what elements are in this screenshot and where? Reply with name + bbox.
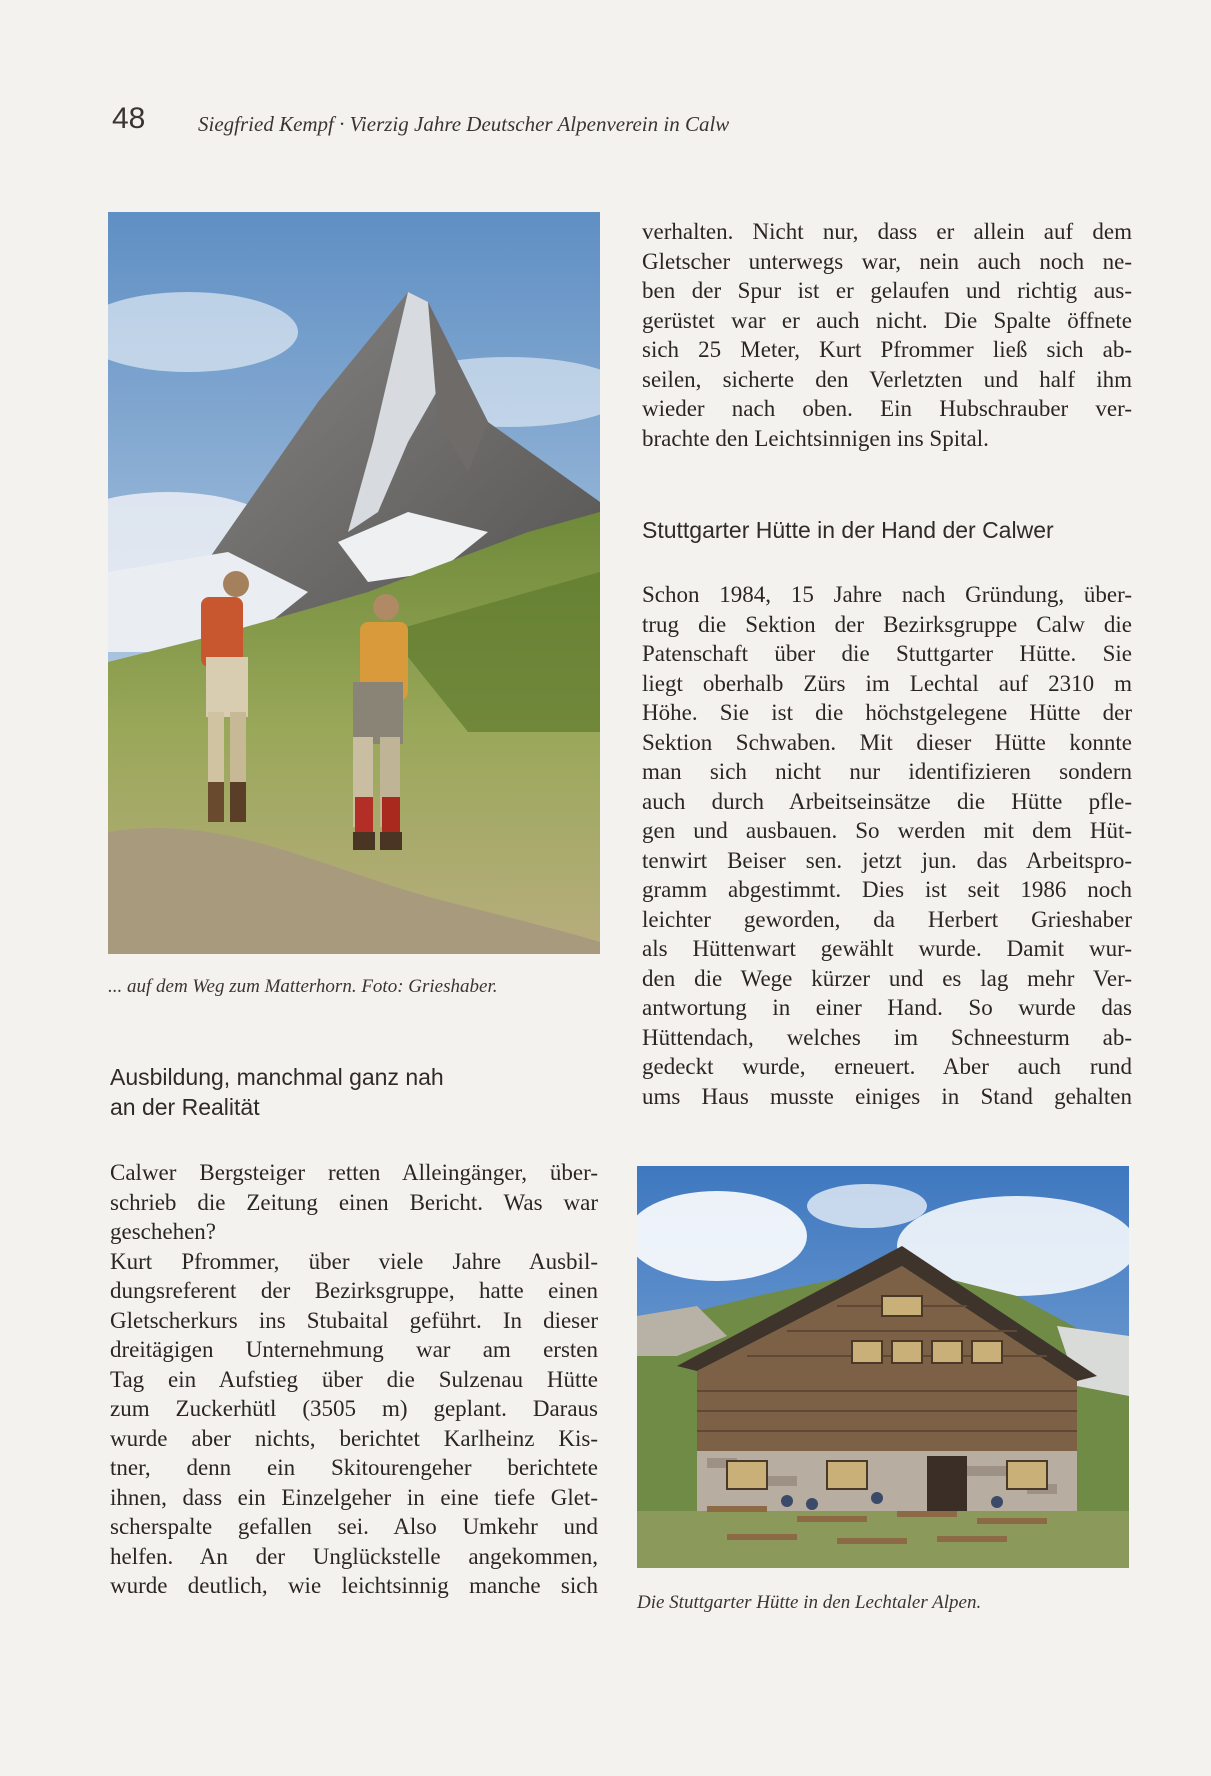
hut-caption: Die Stuttgarter Hütte in den Lechtaler Alpen.: [637, 1592, 982, 1613]
left-column-body: [110, 1158, 598, 1601]
text-line: gerüstet war er auch nicht. Die Spalte öffnete: [642, 307, 1132, 333]
text-line: Patenschaft über die Stuttgarter Hütte. Sie: [642, 641, 1132, 666]
text-line: man sich nicht nur identifizieren sondern: [642, 759, 1132, 784]
text-line: gramm abgestimmt. Dies ist seit 1986 noch: [642, 877, 1132, 902]
stuttgarter-huette-photo: [637, 1166, 1129, 1568]
section-heading-hut: Stuttgarter Hütte in der Hand der Calwer: [642, 517, 1054, 543]
paragraph: [110, 1158, 598, 1247]
text-line: Höhe. Sie ist die höchstgelegene Hütte der: [642, 700, 1132, 725]
text-line: scherspalte gefallen sei. Also Umkehr und: [110, 1514, 598, 1539]
text-line: Schon 1984, 15 Jahre nach Gründung, über-: [642, 582, 1132, 607]
text-line: wurde deutlich, wie leichtsinnig manche sich: [110, 1573, 598, 1598]
right-column-continuation: [642, 217, 1132, 453]
text-line: tenwirt Beiser sen. jetzt jun. das Arbeitspro-: [642, 847, 1132, 873]
text-line: trug die Sektion der Bezirksgruppe Calw die: [642, 611, 1132, 637]
text-line: zum Zuckerhütl (3505 m) geplant. Daraus: [110, 1396, 598, 1421]
text-line: Gletscherkurs ins Stubaital geführt. In dieser: [110, 1307, 598, 1333]
text-line: Hüttendach, welches im Schneesturm ab-: [642, 1024, 1132, 1050]
text-line: wieder nach oben. Ein Hubschrauber ver-: [642, 396, 1132, 421]
text-line: leichter geworden, da Herbert Grieshaber: [642, 906, 1132, 932]
text-line: antwortung in einer Hand. So wurde das: [642, 995, 1132, 1020]
paragraph: [110, 1247, 598, 1601]
heading-line: Ausbildung, manchmal ganz nah: [110, 1064, 444, 1090]
text-line: geschehen?: [110, 1219, 216, 1244]
text-line: wurde aber nichts, berichtet Karlheinz Kis-: [110, 1425, 598, 1451]
page-number: 48: [112, 102, 146, 135]
paragraph: [642, 217, 1132, 453]
text-line: ums Haus musste einiges in Stand gehalten: [642, 1083, 1132, 1109]
text-line: ihnen, dass ein Einzelgeher in eine tiefe Glet-: [110, 1484, 598, 1510]
text-line: dungsreferent der Bezirksgruppe, hatte einen: [110, 1278, 598, 1303]
text-line: schrieb die Zeitung einen Bericht. Was war: [110, 1189, 598, 1215]
text-line: liegt oberhalb Zürs im Lechtal auf 2310 m: [642, 670, 1132, 696]
matterhorn-caption: ... auf dem Weg zum Matterhorn. Foto: Grieshaber.: [108, 976, 498, 997]
text-line: gedeckt wurde, erneuert. Aber auch rund: [642, 1054, 1132, 1079]
text-line: Sektion Schwaben. Mit dieser Hütte konnte: [642, 729, 1132, 755]
running-head: Siegfried Kempf · Vierzig Jahre Deutscher Alpenverein in Calw: [198, 112, 730, 136]
text-line: auch durch Arbeitseinsätze die Hütte pfle-: [642, 788, 1132, 814]
text-line: Tag ein Aufstieg über die Sulzenau Hütte: [110, 1366, 598, 1392]
text-line: brachte den Leichtsinnigen ins Spital.: [642, 425, 989, 451]
text-line: Kurt Pfrommer, über viele Jahre Ausbil-: [110, 1248, 598, 1274]
matterhorn-photo: [108, 212, 600, 954]
text-line: seilen, sicherte den Verletzten und half ihm: [642, 366, 1132, 392]
text-line: den die Wege kürzer und es lag mehr Ver-: [642, 965, 1132, 991]
text-line: dreitägigen Unternehmung war am ersten: [110, 1337, 598, 1362]
text-line: verhalten. Nicht nur, dass er allein auf dem: [642, 219, 1132, 244]
text-line: ben der Spur ist er gelaufen und richtig aus-: [642, 278, 1132, 303]
text-line: sich 25 Meter, Kurt Pfrommer ließ sich ab-: [642, 337, 1132, 362]
text-line: Gletscher unterwegs war, nein auch noch ne-: [642, 248, 1132, 274]
right-column-body: [642, 580, 1132, 1111]
text-line: als Hüttenwart gewählt wurde. Damit wur-: [642, 936, 1132, 961]
section-heading-training: [110, 1062, 590, 1122]
paragraph: [642, 580, 1132, 1111]
text-line: helfen. An der Unglückstelle angekommen,: [110, 1543, 598, 1569]
text-line: tner, denn ein Skitourengeher berichtete: [110, 1455, 598, 1480]
heading-line: an der Realität: [110, 1094, 260, 1120]
text-line: gen und ausbauen. So werden mit dem Hüt-: [642, 818, 1132, 843]
text-line: Calwer Bergsteiger retten Alleingänger, über-: [110, 1160, 598, 1185]
